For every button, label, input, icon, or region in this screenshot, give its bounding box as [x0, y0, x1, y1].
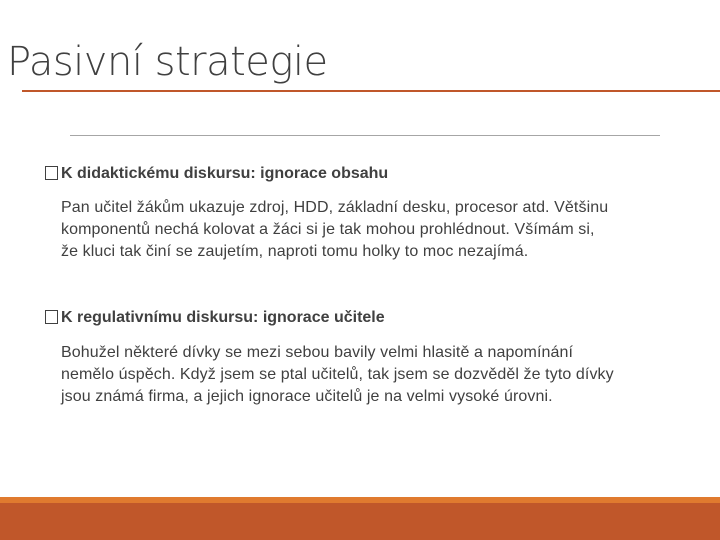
paragraph-line: Bohužel některé dívky se mezi sebou bavily velmi hlasitě a napomínání [61, 344, 574, 361]
paragraph-line: jsou známá firma, a jejich ignorace učitelů je na velmi vysoké úrovni. [61, 388, 553, 405]
footer-bar [0, 503, 720, 540]
paragraph-line: nemělo úspěch. Když jsem se ptal učitelů, tak jsem se dozvěděl že tyto dívky [61, 366, 614, 383]
bullet-box-icon [45, 166, 58, 180]
section-paragraph-regulative [61, 342, 691, 408]
title-underline [22, 90, 720, 92]
slide-title: Pasivní strategie [7, 39, 328, 85]
section-heading-text: K regulativnímu diskursu: ignorace učitele [61, 309, 385, 326]
section-heading-regulative [45, 308, 385, 328]
section-heading-didactic [45, 164, 388, 184]
separator-line [70, 135, 660, 136]
paragraph-line: komponentů nechá kolovat a žáci si je tak mohou prohlédnout. Všímám si, [61, 221, 595, 238]
section-paragraph-didactic [61, 197, 691, 263]
bullet-box-icon [45, 310, 58, 324]
paragraph-line: Pan učitel žákům ukazuje zdroj, HDD, základní desku, procesor atd. Většinu [61, 199, 609, 216]
section-heading-text: K didaktickému diskursu: ignorace obsahu [61, 165, 389, 182]
paragraph-line: že kluci tak činí se zaujetím, naproti tomu holky to moc nezajímá. [61, 243, 529, 260]
